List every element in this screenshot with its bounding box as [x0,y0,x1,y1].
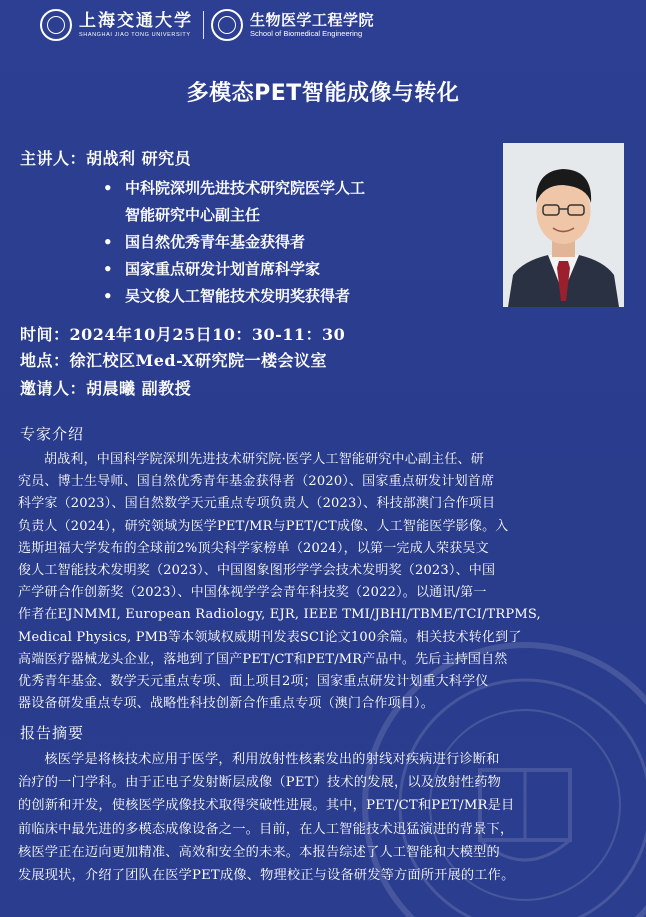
abstract-line: 前临床中最先进的多模态成像设备之一。目前，在人工智能技术迅猛演进的背景下， [18,821,514,837]
bio-line: 胡战利，中国科学院深圳先进技术研究院·医学人工智能研究中心副主任、研 [44,452,484,467]
bio-line: 科学家（2023）、国自然数学天元重点专项负责人（2023）、科技部澳门合作项目 [18,496,496,512]
time-value: 2024年10月25日10：30-11：30 [69,325,346,344]
school-name-en: School of Biomedical Engineering [250,29,363,38]
time-row [20,322,345,345]
inviter-label: 邀请人： [20,379,87,398]
credential-item: • 国自然优秀青年基金获得者 [103,233,306,251]
bio-line: 究员、博士生导师、国自然优秀青年基金获得者（2020）、国家重点研发计划首席 [18,474,495,490]
bio-line: Medical Physics, PMB等本领域权威期刊发表SCI论文100余篇。相关技术转化到了 [18,629,522,645]
school-name-cn: 生物医学工程学院 [250,11,375,29]
bio-line: 作者在EJNMMI, European Radiology, EJR, IEEE TMI/JBHI/TBME/TCI/TRPMS, [18,607,541,623]
bio-line: 负责人（2024），研究领域为医学PET/MR与PET/CT成像、人工智能医学影像。入 [18,518,509,534]
sjtu-logo-icon [40,9,72,41]
credential-item: • 国家重点研发计划首席科学家 [103,260,321,278]
school-wordmark [250,11,374,39]
inviter-row [20,376,191,399]
sbe-logo-icon [211,9,243,41]
university-name-en: SHANGHAI JIAO TONG UNIVERSITY [79,31,191,38]
abstract-line: 核医学是将核技术应用于医学，利用放射性核素发出的射线对疾病进行诊断和 [44,752,500,767]
abstract-line: 治疗的一门学科。由于正电子发射断层成像（PET）技术的发展，以及放射性药物 [18,775,502,791]
sjtu-wordmark [79,12,193,39]
credential-item: • 中科院深圳先进技术研究院医学人工 [103,179,366,197]
speaker-label: 主讲人： [20,149,87,168]
bio-line: 优秀青年基金、数学天元重点专项、面上项目2项；国家重点研发计划重大科学仪 [18,674,489,690]
university-name-cn: 上海交通大学 [79,10,193,31]
credential-item-continued: 智能研究中心副主任 [125,206,261,224]
bio-line: 高端医疗器械龙头企业，落地到了国产PET/CT和PET/MR产品中。先后主持国自然 [18,651,508,667]
header-divider [203,11,204,39]
inviter-value: 胡晨曦 副教授 [86,379,192,398]
venue-row [20,348,327,371]
expert-heading: 专家介绍 [20,425,85,443]
abstract-heading: 报告摘要 [20,724,85,742]
bio-line: 器设备研发重点专项、战略性科技创新合作重点专项（澳门合作项目）。 [18,696,434,712]
speaker-photo [503,143,624,307]
bio-line: 产学研合作创新奖（2023）、中国体视学学会青年科技奖（2022）。以通讯/第一 [18,585,487,601]
abstract-line: 发展现状，介绍了团队在医学PET成像、物理校正与设备研发等方面所开展的工作。 [18,868,515,884]
bio-line: 俊人工智能技术发明奖（2023）、中国图象图形学学会技术发明奖（2023）、中国 [18,563,496,579]
abstract-line: 的创新和开发，使核医学成像技术取得突破性进展。其中，PET/CT和PET/MR是目 [18,798,515,814]
time-label: 时间： [20,325,70,344]
speaker-info [20,146,191,169]
lecture-title: 多模态PET智能成像与转化 [186,81,460,106]
speaker-name: 胡战利 研究员 [86,149,192,168]
bio-line: 选斯坦福大学发布的全球前2%顶尖科学家榜单（2024），以第一完成人荣获吴文 [18,540,489,556]
venue-label: 地点： [20,351,70,370]
expert-bio [18,449,628,715]
abstract-line: 核医学正在迈向更加精准、高效和安全的未来。本报告综述了人工智能和大模型的 [18,844,500,860]
credential-item: • 吴文俊人工智能技术发明奖获得者 [103,287,351,305]
abstract-text [18,748,628,887]
venue-value: 徐汇校区Med-X研究院一楼会议室 [69,351,327,370]
header [40,8,374,42]
